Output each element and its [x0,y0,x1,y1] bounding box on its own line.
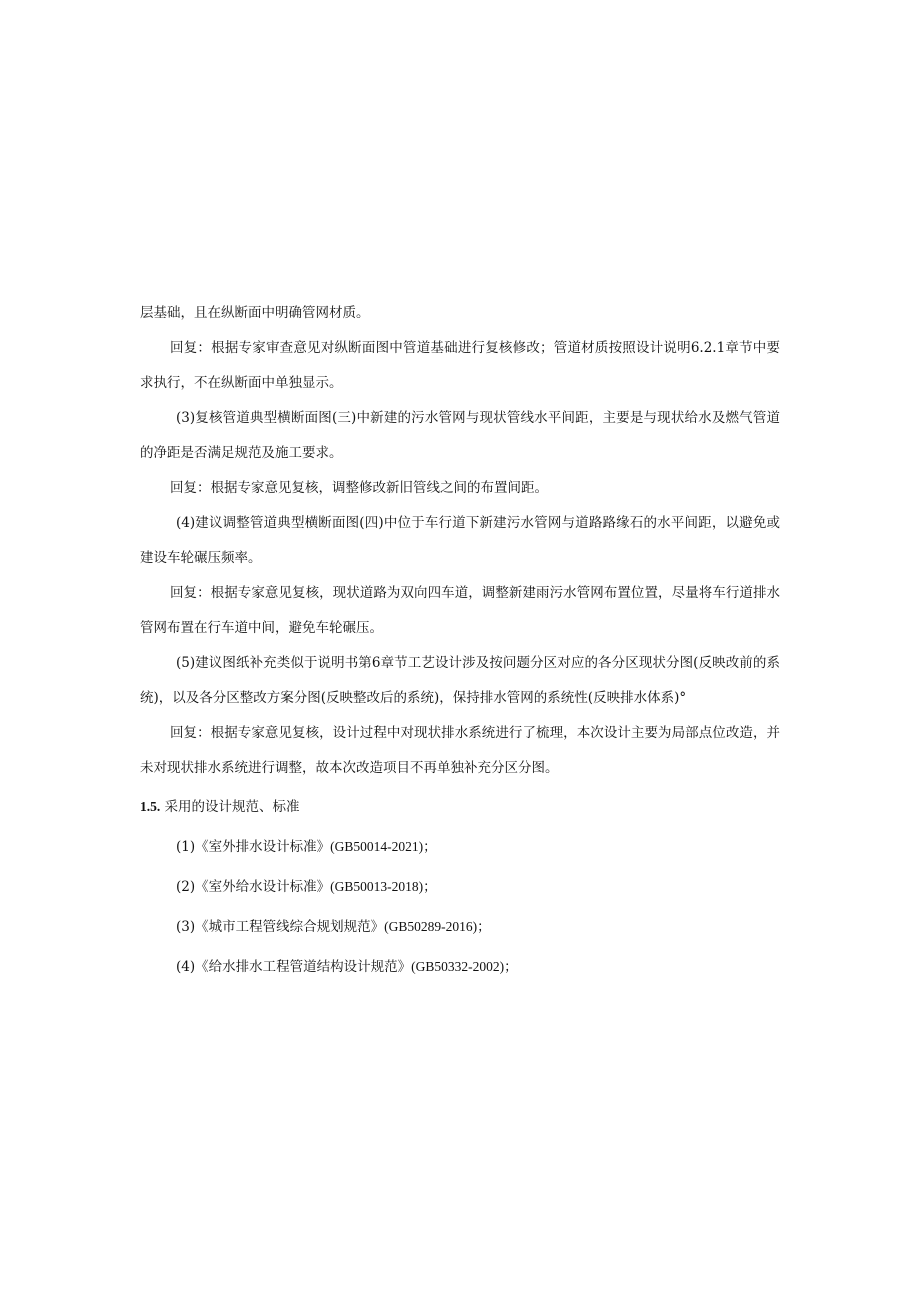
document-body [140,296,780,987]
standard-suffix: ； [423,839,437,855]
section-number: 1.5. [140,799,161,814]
standard-code: (GB50332-2002) [411,959,505,974]
comment-paragraph-4: (4)建议调整管道典型横断面图(四)中位于车行道下新建污水管网与道路路缘石的水平间距，以避免或建设车轮碾压频率。 [140,515,780,566]
paragraph-continuation: 层基础，且在纵断面中明确管网材质。 [140,305,370,321]
standard-item [140,947,780,987]
standard-item [140,907,780,947]
standard-suffix: ； [423,879,437,895]
comment-paragraph-3: (3)复核管道典型横断面图(三)中新建的污水管网与现状管线水平间距，主要是与现状给水及燃气管道的净距是否满足规范及施工要求。 [140,410,780,461]
comment-paragraph-5: (5)建议图纸补充类似于说明书第6章节工艺设计涉及按问题分区对应的各分区现状分图(反映改前的系统)，以及各分区整改方案分图(反映整改后的系统)，保持排水管网的系统性(反映排水体系)° [140,655,780,706]
standard-code: (GB50014-2021) [330,839,424,854]
section-heading [140,789,780,825]
section-title: 采用的设计规范、标准 [164,799,300,815]
standard-code: (GB50013-2018) [330,879,424,894]
standard-prefix: (4) [176,959,196,975]
reply-paragraph: 回复：根据专家意见复核，调整修改新旧管线之间的布置间距。 [170,480,548,496]
standard-prefix: (1) [176,839,196,855]
standard-prefix: (2) [176,879,196,895]
standard-item [140,827,780,867]
standard-suffix: ； [477,919,491,935]
standard-name: 《室外排水设计标准》 [195,839,331,855]
standard-item [140,867,780,907]
standard-code: (GB50289-2016) [384,919,478,934]
standard-prefix: (3) [176,919,196,935]
standard-name: 《室外给水设计标准》 [195,879,331,895]
reply-paragraph: 回复：根据专家意见复核，设计过程中对现状排水系统进行了梳理，本次设计主要为局部点位改造，并未对现状排水系统进行调整，故本次改造项目不再单独补充分区分图。 [140,725,780,776]
standard-suffix: ； [504,959,518,975]
reply-paragraph: 回复：根据专家意见复核，现状道路为双向四车道，调整新建雨污水管网布置位置，尽量将车行道排水管网布置在行车道中间，避免车轮碾压。 [140,585,780,636]
standard-name: 《城市工程管线综合规划规范》 [195,919,385,935]
reply-paragraph: 回复：根据专家审查意见对纵断面图中管道基础进行复核修改；管道材质按照设计说明6.2.1章节中要求执行，不在纵断面中单独显示。 [140,340,780,391]
standard-name: 《给水排水工程管道结构设计规范》 [195,959,412,975]
